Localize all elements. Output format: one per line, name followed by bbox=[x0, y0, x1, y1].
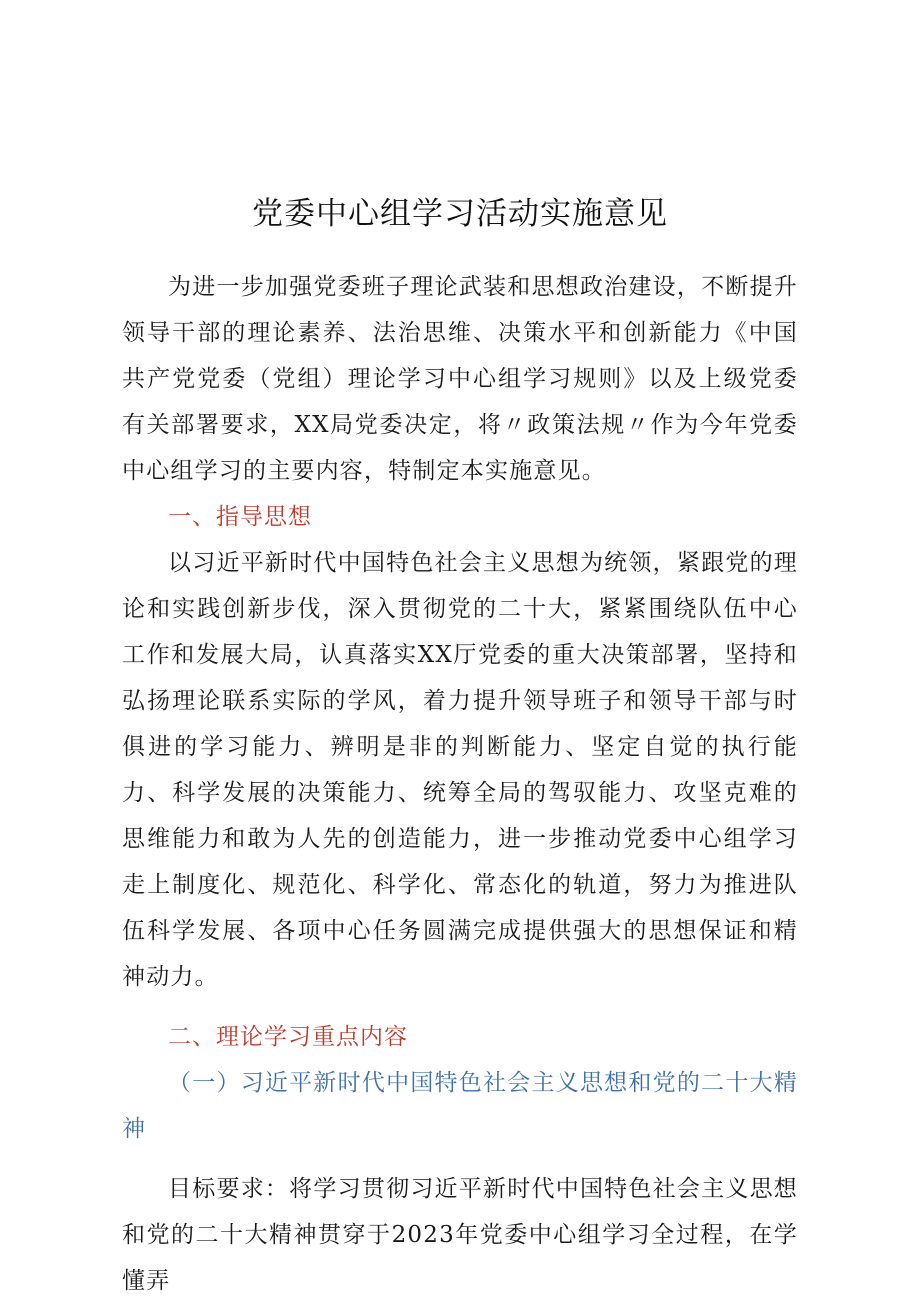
section-heading-key-content: 二、理论学习重点内容 bbox=[168, 1024, 408, 1050]
document-body bbox=[122, 264, 798, 1304]
goal-requirements-paragraph: 目标要求：将学习贯彻习近平新时代中国特色社会主义思想和党的二十大精神贯穿于2023年党委中心组学习全过程，在学懂弄 bbox=[122, 1176, 798, 1294]
intro-paragraph: 为进一步加强党委班子理论武装和思想政治建设，不断提升领导干部的理论素养、法治思维、决策水平和创新能力《中国共产党党委（党组）理论学习中心组学习规则》以及上级党委有关部署要求，XX局党委决定，将〃政策法规〃作为今年党委中心组学习的主要内容，特制定本实施意见。 bbox=[122, 274, 798, 484]
subsection-heading-thought: （一）习近平新时代中国特色社会主义思想和党的二十大精神 bbox=[122, 1070, 798, 1142]
document-title: 党委中心组学习活动实施意见 bbox=[252, 196, 668, 232]
section-heading-guiding-ideology: 一、指导思想 bbox=[168, 504, 312, 530]
guiding-ideology-paragraph: 以习近平新时代中国特色社会主义思想为统领，紧跟党的理论和实践创新步伐，深入贯彻党的二十大，紧紧围绕队伍中心工作和发展大局，认真落实XX厅党委的重大决策部署，坚持和弘扬理论联系实际的学风，着力提升领导班子和领导干部与时俱进的学习能力、辨明是非的判断能力、坚定自觉的执行能力、科学发展的决策能力、统筹全局的驾驭能力、攻坚克难的思维能力和敢为人先的创造能力，进一步推动党委中心组学习走上制度化、规范化、科学化、常态化的轨道，努力为推进队伍科学发展、各项中心任务圆满完成提供强大的思想保证和精神动力。 bbox=[122, 550, 798, 990]
